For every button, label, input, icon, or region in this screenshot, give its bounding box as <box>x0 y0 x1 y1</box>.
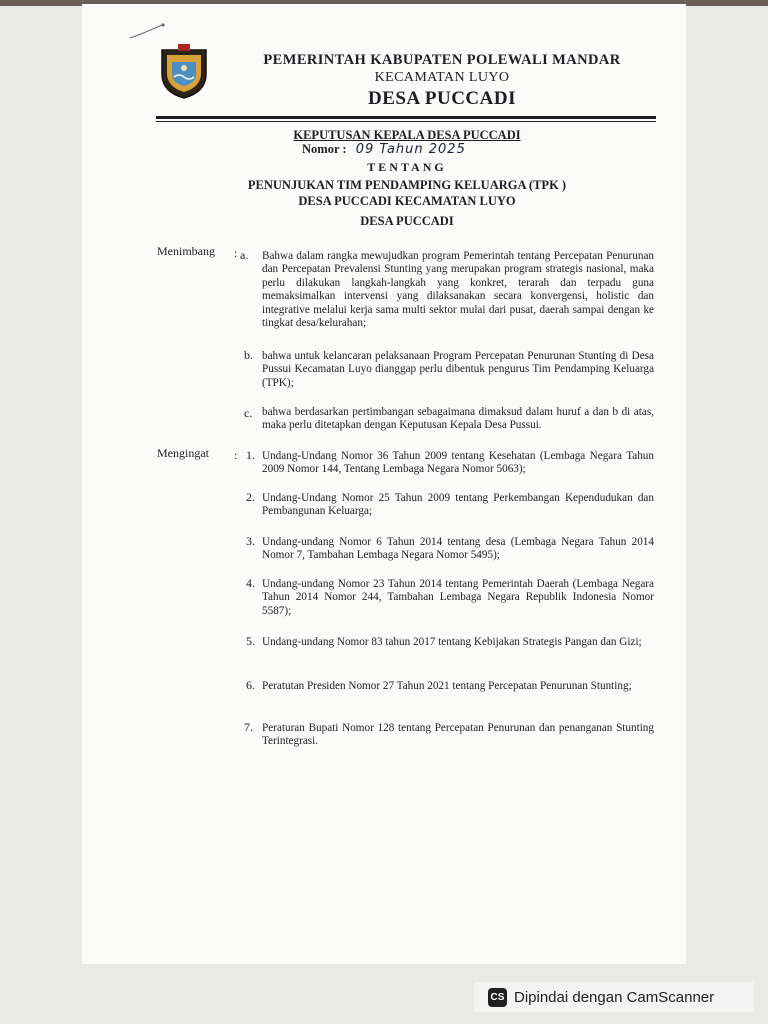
list-marker: c. <box>244 406 253 420</box>
list-marker: 4. <box>246 576 255 590</box>
decree-subject-line: DESA PUCCADI <box>360 214 454 228</box>
legal-basis-item: Undang-Undang Nomor 36 Tahun 2009 tentang Kesehatan (Lembaga Negara Tahun 2009 Nomor 144, Tentang Lembaga Negara Nomor 5063); <box>262 450 654 476</box>
tentang-heading: TENTANG <box>367 160 447 174</box>
list-marker: 7. <box>244 720 253 734</box>
legal-basis-item: Undang-Undang Nomor 25 Tahun 2009 tentang Perkembangan Kependudukan dan Pembangunan Keluarga; <box>262 492 654 518</box>
considering-item: Bahwa dalam rangka mewujudkan program Pemerintah tentang Percepatan Penurunan dan Percepatan Prevalensi Stunting yang merupakan program strategis nasional, maka perlu dilakukan langkah-langkah yang konkret, terarah dan terpadu guna memaksimalkan intervensi yang dilaksanakan secara konvergensi, holistic dan integrative melalui kerja sama multi sektor mulai dari pusat, daerah sampai dengan ke tingkat desa/kelurahan; <box>262 250 654 330</box>
mengingat-colon: : <box>234 448 238 462</box>
decree-number-row <box>302 142 466 157</box>
list-marker: b. <box>244 348 253 362</box>
decree-subject-line: PENUNJUKAN TIM PENDAMPING KELUARGA (TPK ) <box>247 178 567 192</box>
decree-number-label: Nomor : <box>302 142 347 156</box>
polewali-mandar-emblem-icon <box>156 42 212 100</box>
camscanner-text: Dipindai dengan CamScanner <box>514 989 715 1006</box>
header-rule-thick <box>156 116 656 119</box>
legal-basis-item: Peraturan Bupati Nomor 128 tentang Percepatan Penurunan dan penanganan Stunting Terintegrasi. <box>262 722 654 748</box>
menimbang-colon: : <box>234 246 238 260</box>
decree-number-handwritten: 09 Tahun 2025 <box>355 142 466 157</box>
considering-item: bahwa berdasarkan pertimbangan sebagaimana dimaksud dalam huruf a dan b di atas, maka perlu ditetapkan dengan Keputusan Kepala Desa Pussui. <box>262 406 654 432</box>
list-marker: 1. <box>246 448 255 462</box>
camscanner-icon: CS <box>488 988 507 1007</box>
legal-basis-item: Undang-undang Nomor 23 Tahun 2014 tentang Pemerintah Daerah (Lembaga Negara Tahun 2014 Nomor 244, Tambahan Lembaga Negara Republik Indonesia Nomor 5587); <box>262 578 654 617</box>
list-marker: 3. <box>246 534 255 548</box>
decree-title: KEPUTUSAN KEPALA DESA PUCCADI <box>293 128 521 142</box>
village-header-line: DESA PUCCADI <box>368 88 516 109</box>
legal-basis-item: Undang-undang Nomor 6 Tahun 2014 tentang desa (Lembaga Negara Tahun 2014 Nomor 7, Tambahan Lembaga Negara Nomor 5495); <box>262 536 654 562</box>
list-marker: 2. <box>246 490 255 504</box>
decree-subject-line: DESA PUCCADI KECAMATAN LUYO <box>298 194 516 208</box>
mengingat-label: Mengingat <box>157 446 209 460</box>
menimbang-label: Menimbang <box>157 244 215 258</box>
district-header-line: KECAMATAN LUYO <box>374 70 510 85</box>
government-header-line: PEMERINTAH KABUPATEN POLEWALI MANDAR <box>263 52 621 68</box>
pen-stroke-mark <box>128 22 168 42</box>
list-marker: 5. <box>246 634 255 648</box>
considering-item: bahwa untuk kelancaran pelaksanaan Program Percepatan Penurunan Stunting di Desa Pussui Kecamatan Luyo dianggap perlu dibentuk pengurus Tim Pendamping Keluarga (TPK); <box>262 350 654 389</box>
list-marker: 6. <box>246 678 255 692</box>
legal-basis-item: Peratutan Presiden Nomor 27 Tahun 2021 tentang Percepatan Penurunan Stunting; <box>262 680 632 692</box>
header-rule-thin <box>156 121 656 122</box>
list-marker: a. <box>240 248 249 262</box>
legal-basis-item: Undang-undang Nomor 83 tahun 2017 tentang Kebijakan Strategis Pangan dan Gizi; <box>262 636 642 648</box>
